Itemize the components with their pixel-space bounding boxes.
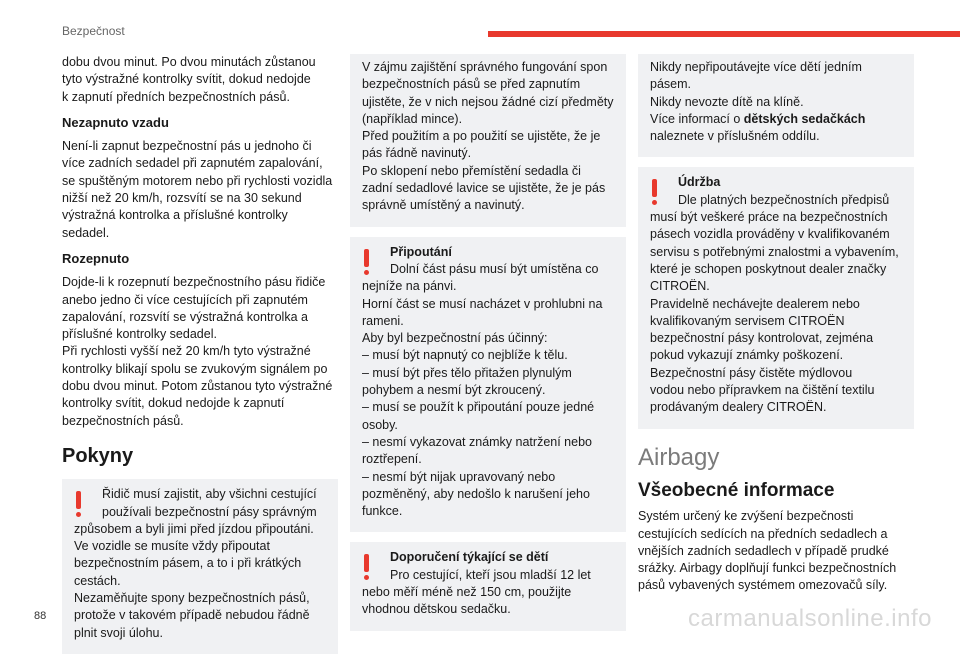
page-section-title: Bezpečnost: [62, 24, 125, 38]
exclamation-warning-icon: [651, 179, 658, 205]
warning-title: Údržba: [678, 175, 721, 190]
watermark: carmanualsonline.info: [688, 605, 932, 632]
warning-first-line: Pro cestující, kteří jsou mladší 12 let: [390, 567, 591, 582]
unbuckled-paragraph: Dojde-li k rozepnutí bezpečnostního pásu řidiče anebo jedno či více cestujících při zapnutém zapalování, rozsvítí se výstražná kontrolka a příslušné kontrolky sedadel. Při rychlosti vyšší než 20 km/h tyto výstražné kontrolky blikají spolu se zvukovým signálem po dobu dvou minut. Potom zůstanou tyto výstražné kontrolky svítit, dokud nedojde k zapnutí bezpečnostních pásů.: [62, 275, 333, 428]
exclamation-warning-icon: [75, 491, 82, 517]
info-box-text: V zájmu zajištění správného fungování spon bezpečnostních pásů se před zapnutím ujistěte, že v nich nejsou žádné cizí předměty (například mince). Před použitím a po použití se ujistěte, že je pás řádně navinutý. Po sklopení nebo přemístění sedadla či zadní sedadlové lavice se ujistěte, že je pás správně umístěný a navinutý.: [362, 60, 614, 213]
page-number: 88: [34, 610, 47, 622]
warning-box-fastening: [350, 237, 626, 533]
warning-box-driver: [62, 479, 338, 654]
subheading-rear-unbuckled: Nezapnuto vzadu: [62, 114, 169, 130]
exclamation-warning-icon: [363, 249, 370, 275]
section-title-airbags: Airbagy: [638, 443, 720, 471]
intro-paragraph: dobu dvou minut. Po dvou minutách zůstanou tyto výstražné kontrolky svítit, dokud nedojde k zapnutí předních bezpečnostních pásů.: [62, 55, 316, 104]
column-left: [62, 54, 338, 654]
warning-box-maintenance: [638, 167, 914, 428]
warning-title: Připoutání: [390, 244, 452, 259]
warning-box-children: [350, 542, 626, 630]
heading-general-info: Všeobecné informace: [638, 479, 835, 501]
heading-instructions: Pokyny: [62, 444, 134, 467]
airbags-paragraph: Systém určený ke zvýšení bezpečnosti cestujících sedících na předních sedadlech a vnějších zadních sedadlech v případě prudké srážky. Airbagy doplňují funkci bezpečnostních pásů vybavených systémem omezovačů síly.: [638, 509, 897, 593]
info-box-buckles: [350, 54, 626, 227]
info-box-text: Nikdy nepřipoutávejte více dětí jedním pásem. Nikdy nevozte dítě na klíně. Více informací o dětských sedačkách naleznete v příslušném oddílu.: [650, 60, 866, 144]
child-seats-reference: dětských sedačkách: [743, 111, 866, 126]
warning-first-lines: Řidič musí zajistit, aby všichni cestující používali bezpečnostní pásy správným: [102, 487, 317, 519]
info-box-children: [638, 54, 914, 157]
warning-first-line: Dolní část pásu musí být umístěna co: [390, 261, 599, 276]
subheading-unbuckled: Rozepnuto: [62, 250, 130, 266]
warning-title: Doporučení týkající se dětí: [390, 550, 549, 565]
warning-text: musí být veškeré práce na bezpečnostních pásech vozidla prováděny v kvalifikovaném servisu s potřebnými znalostmi a vybavením, které je schopen poskytnout dealer značky CITROËN. Pravidelně nechávejte dealerem nebo kvalifikovaným servisem CITROËN bezpečnostní pásy kontrolovat, zejména pokud vykazují známky poškození. Bezpečnostní pásy čistěte mýdlovou vodou nebo přípravkem na čištění textilu prodávaným dealery CITROËN.: [650, 210, 899, 415]
column-right: [638, 54, 914, 595]
warning-first-line: Dle platných bezpečnostních předpisů: [678, 192, 890, 207]
warning-text: nebo měří méně než 150 cm, použijte vhodnou dětskou sedačku.: [362, 585, 572, 617]
warning-text: nejníže na pánvi. Horní část se musí nacházet v prohlubni na rameni. Aby byl bezpečnostní pás účinný: – musí být napnutý co nejblíže k tělu. – musí být přes tělo přitažen plynulým pohybem a nesmí být zkroucený. – musí se použít k připoutání pouze jedné osoby. – nesmí vykazovat známky natržení nebo roztřepení. – nesmí být nijak upravovaný nebo pozměněný, aby nedošlo k narušení jeho funkce.: [362, 279, 603, 519]
warning-text: způsobem a byli jimi před jízdou připoutáni. Ve vozidle se musíte vždy připoutat bezpečnostním pásem, a to i při krátkých cestách. Nezaměňujte spony bezpečnostních pásů, protože v takovém případě nebudou řádně plnit svoji úlohu.: [74, 521, 314, 640]
header-accent-bar: [488, 31, 960, 37]
column-middle: [350, 54, 626, 631]
rear-unbuckled-paragraph: Není-li zapnut bezpečnostní pás u jednoho či více zadních sedadel při zapnutém zapalování, se spuštěným motorem nebo při rychlosti vozidla nižší než 20 km/h, rozsvítí se na 30 sekund výstražná kontrolka a příslušné kontrolky sedadel.: [62, 139, 333, 240]
exclamation-warning-icon: [363, 554, 370, 580]
